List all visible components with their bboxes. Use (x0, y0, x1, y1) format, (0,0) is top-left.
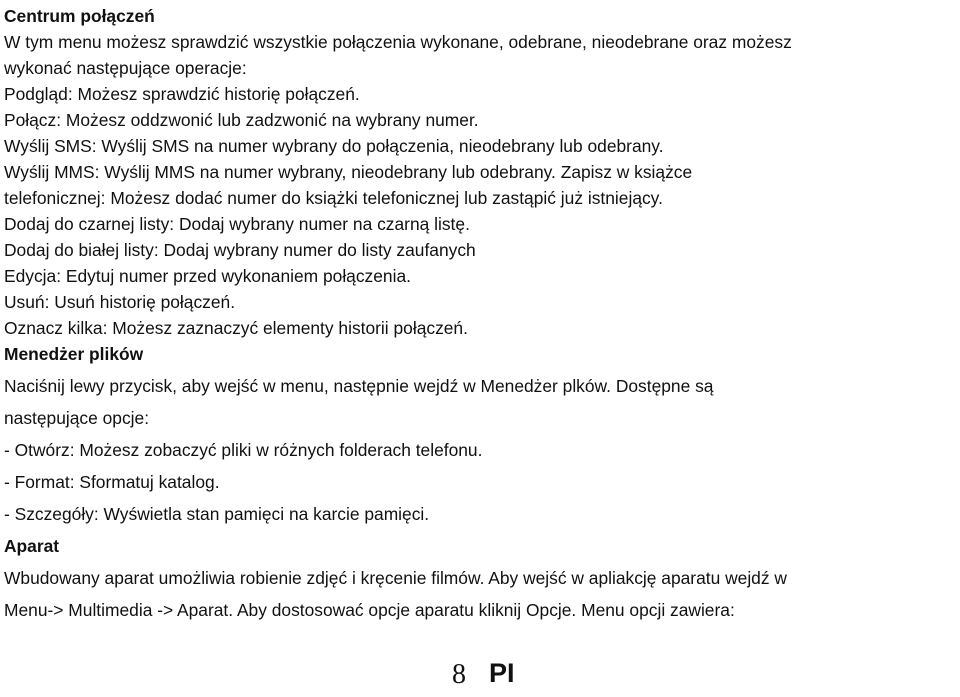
paragraph-line: Usuń: Usuń historię połączeń. (4, 292, 236, 312)
paragraph-line: następujące opcje: (4, 408, 150, 428)
paragraph-line: W tym menu możesz sprawdzić wszystkie połączenia wykonane, odebrane, nieodebrane oraz możesz (4, 32, 792, 52)
paragraph-line: telefonicznej: Możesz dodać numer do książki telefonicznej lub zastąpić już istniejący. (4, 188, 663, 208)
list-item: - Otwórz: Możesz zobaczyć pliki w różnych folderach telefonu. (4, 440, 483, 460)
paragraph-line: Dodaj do czarnej listy: Dodaj wybrany numer na czarną listę. (4, 214, 470, 234)
paragraph-line: wykonać następujące operacje: (4, 58, 247, 78)
list-item: - Format: Sformatuj katalog. (4, 472, 220, 492)
paragraph-line: Połącz: Możesz oddzwonić lub zadzwonić na wybrany numer. (4, 110, 479, 130)
paragraph-line: Oznacz kilka: Możesz zaznaczyć elementy historii połączeń. (4, 318, 468, 338)
paragraph-line: Wbudowany aparat umożliwia robienie zdjęć i kręcenie filmów. Aby wejść w apliakcję aparatu wejdź w (4, 568, 787, 588)
section-heading-file-manager: Menedżer plików (4, 344, 144, 364)
document-page (4, 3, 956, 623)
list-item: - Szczegóły: Wyświetla stan pamięci na karcie pamięci. (4, 504, 430, 524)
paragraph-line: Wyślij MMS: Wyślij MMS na numer wybrany, nieodebrany lub odebrany. Zapisz w książce (4, 162, 693, 182)
paragraph-line: Wyślij SMS: Wyślij SMS na numer wybrany do połączenia, nieodebrany lub odebrany. (4, 136, 664, 156)
page-number: 8 (452, 659, 466, 690)
section-heading-camera: Aparat (4, 536, 60, 556)
paragraph-line: Dodaj do białej listy: Dodaj wybrany numer do listy zaufanych (4, 240, 476, 260)
paragraph-line: Edycja: Edytuj numer przed wykonaniem połączenia. (4, 266, 411, 286)
page-footer (0, 655, 960, 695)
paragraph-line: Menu-> Multimedia -> Aparat. Aby dostosować opcje aparatu kliknij Opcje. Menu opcji zawiera: (4, 600, 735, 620)
paragraph-line: Naciśnij lewy przycisk, aby wejść w menu, następnie wejdź w Menedżer plków. Dostępne są (4, 376, 714, 396)
paragraph-line: Podgląd: Możesz sprawdzić historię połączeń. (4, 84, 360, 104)
language-code: PI (489, 658, 515, 688)
section-heading-call-center: Centrum połączeń (4, 6, 155, 26)
